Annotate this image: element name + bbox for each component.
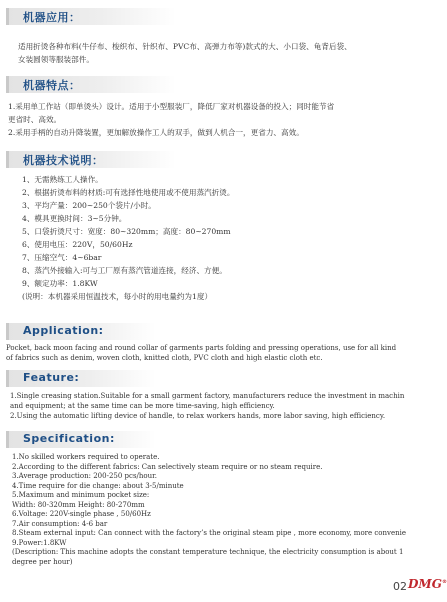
- spec-line: 7.Air consumption: 4-6 bar: [12, 519, 108, 528]
- section-title: 机器应用：: [23, 11, 81, 24]
- spec-line: 1、无需熟练工人操作。: [22, 175, 103, 184]
- spec-line: 6、使用电压：220V，50/60Hz: [22, 240, 133, 249]
- paragraph-line: 适用折烫各种布料(牛仔布、梭织布、针织布、PVC布、高弹力布等)款式的大、小口袋、龟背后袋、: [18, 42, 352, 51]
- brand-logo: [408, 577, 447, 591]
- section-title: Feature:: [23, 371, 80, 384]
- section-title: 机器特点：: [23, 79, 81, 92]
- logo-text: DMG: [408, 577, 442, 591]
- spec-line: 9、额定功率：1.8KW: [22, 279, 98, 288]
- spec-note: (说明：本机器采用恒温技术，每小时的用电量约为1度）: [22, 292, 213, 301]
- spec-line: 6.Voltage: 220V-single phase , 50/60Hz: [12, 510, 151, 518]
- registered-mark: ®: [441, 579, 447, 585]
- feature-line: 2.Using the automatic lifting device of handle, to relax workers hands, more labor saving, high efficiency.: [10, 412, 386, 420]
- spec-line: 8.Steam external input: Can connect with the factory’s the original steam pipe , more economy, more convenie: [12, 529, 407, 537]
- spec-line: 2、根据折烫布料的材质:可有选择性地使用或不使用蒸汽折烫。: [22, 188, 235, 197]
- section-header-application-en: [6, 323, 156, 340]
- paragraph-line: Pocket, back moon facing and round collar of garments parts folding and pressing operations, use for all kind: [6, 344, 397, 352]
- spec-note: (Description: This machine adopts the constant temperature technique, the electricity consumption is about 1: [12, 548, 404, 556]
- section-header-features-cn: [6, 76, 176, 93]
- spec-line: 7、压缩空气：4~6bar: [22, 253, 102, 262]
- feature-line: 更省时、高效。: [8, 115, 62, 124]
- spec-line: 4、模具更换时间：3~5分钟。: [22, 214, 127, 223]
- section-title: Specification:: [23, 432, 115, 445]
- spec-line: 5.Maximum and minimum pocket size:: [12, 491, 150, 499]
- section-header-specs-cn: [6, 151, 176, 168]
- spec-line: 4.Time require for die change: about 3-5/minute: [12, 481, 184, 490]
- spec-line: 1.No skilled workers required to operate.: [12, 453, 160, 461]
- feature-line: and equipment; at the same time can be more time-saving, high efficiency.: [10, 402, 275, 410]
- section-header-features-en: [6, 370, 156, 387]
- spec-line: 5、口袋折烫尺寸：宽度：80~320mm；高度：80~270mm: [22, 227, 231, 236]
- section-title: Application:: [23, 324, 104, 337]
- section-header-specs-en: [6, 431, 156, 448]
- section-header-application-cn: [6, 8, 176, 25]
- spec-line: 3、平均产量：200~250个袋片/小时。: [22, 201, 156, 210]
- spec-line: Width: 80-320mm Height: 80-270mm: [12, 500, 145, 509]
- paragraph-line: 女装圆领等服装部件。: [18, 55, 94, 64]
- spec-line: 8、蒸汽外接输入:可与工厂原有蒸汽管道连接，经济、方便。: [22, 266, 227, 275]
- page-number: 02: [393, 580, 407, 593]
- spec-line: 9.Power:1.8KW: [12, 538, 67, 547]
- section-title: 机器技术说明：: [23, 154, 104, 167]
- spec-line: 2.According to the different fabrics: Can selectively steam require or no steam require.: [12, 462, 323, 471]
- spec-note: degree per hour): [12, 557, 73, 566]
- feature-line: 1.采用单工作站（即单烫头）设计。适用于小型服装厂，降低厂家对机器设备的投入；同时能节省: [8, 102, 335, 111]
- feature-line: 2.采用手柄的自动升降装置，更加解放操作工人的双手，做到人机合一，更省力、高效。: [8, 128, 304, 137]
- spec-line: 3.Average production: 200-250 pcs/hour.: [12, 472, 157, 480]
- feature-line: 1.Single creasing station.Suitable for a small garment factory, manufacturers reduce the investment in machin: [10, 392, 405, 400]
- paragraph-line: of fabrics such as denim, woven cloth, knitted cloth, PVC cloth and high elastic cloth etc.: [6, 354, 323, 362]
